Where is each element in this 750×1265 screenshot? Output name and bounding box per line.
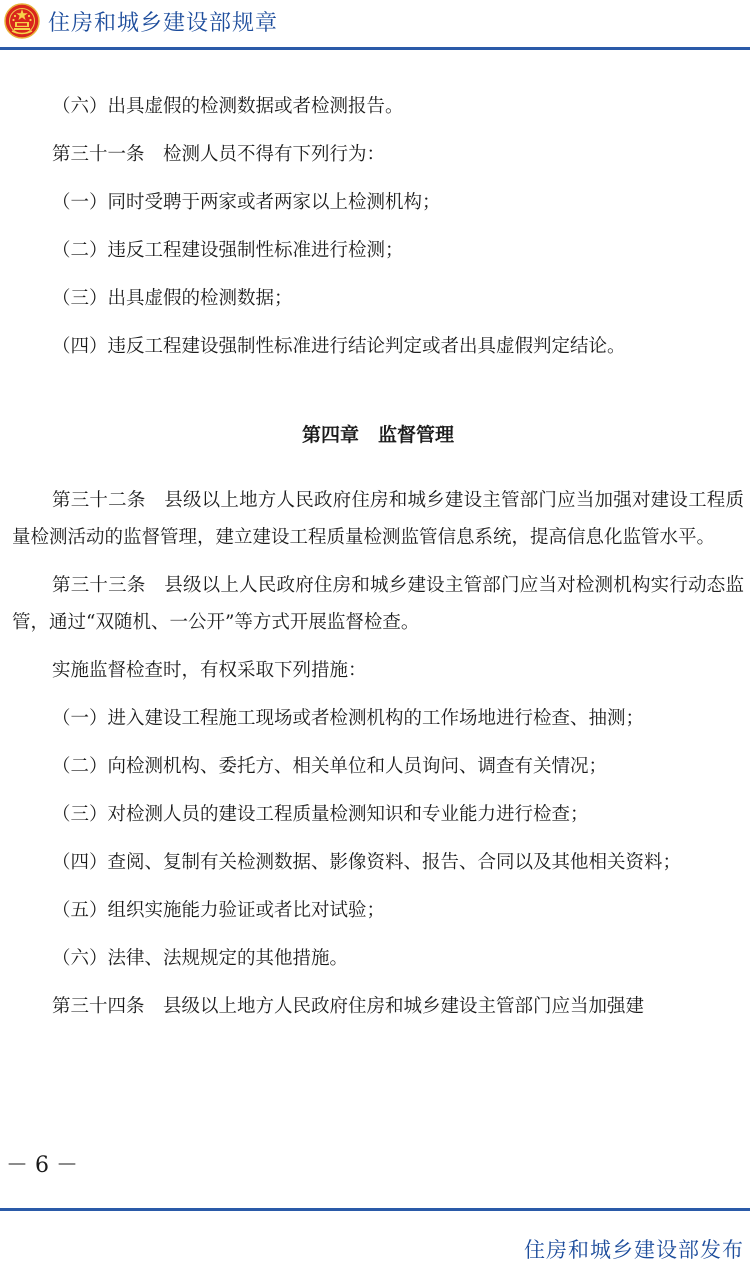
paragraph: （六）法律、法规规定的其他措施。 <box>52 948 349 969</box>
paragraph: （六）出具虚假的检测数据或者检测报告。 <box>52 96 404 117</box>
paragraph: 第三十二条 县级以上地方人民政府住房和城乡建设主管部门应当加强对建设工程质量检测活动的监督管理，建立建设工程质量检测监管信息系统，提高信息化监管水平。 <box>12 490 744 548</box>
header-divider <box>0 47 750 50</box>
paragraph: （四）违反工程建设强制性标准进行结论判定或者出具虚假判定结论。 <box>52 336 626 357</box>
paragraph: （一）进入建设工程施工现场或者检测机构的工作场地进行检查、抽测； <box>52 708 645 729</box>
paragraph: 第三十一条 检测人员不得有下列行为： <box>52 144 386 165</box>
header-title: 住房和城乡建设部规章 <box>48 11 279 36</box>
paragraph: （四）查阅、复制有关检测数据、影像资料、报告、合同以及其他相关资料； <box>52 852 682 873</box>
paragraph: （三）出具虚假的检测数据； <box>52 288 293 309</box>
paragraph: （二）向检测机构、委托方、相关单位和人员询问、调查有关情况； <box>52 756 608 777</box>
footer-divider <box>0 1208 750 1211</box>
page-number: － 6 － <box>6 1153 78 1178</box>
paragraph: （二）违反工程建设强制性标准进行检测； <box>52 240 404 261</box>
paragraph: 实施监督检查时，有权采取下列措施： <box>52 660 367 681</box>
paragraph: 第三十三条 县级以上人民政府住房和城乡建设主管部门应当对检测机构实行动态监管，通过“双随机、一公开”等方式开展监督检查。 <box>12 575 744 633</box>
paragraph: （一）同时受聘于两家或者两家以上检测机构； <box>52 192 441 213</box>
paragraph: （三）对检测人员的建设工程质量检测知识和专业能力进行检查； <box>52 804 589 825</box>
chapter-heading: 第四章 监督管理 <box>301 424 454 446</box>
paragraph: 第三十四条 县级以上地方人民政府住房和城乡建设主管部门应当加强建 <box>52 996 645 1017</box>
document-body <box>12 88 744 1025</box>
page-header <box>0 0 750 50</box>
paragraph: （五）组织实施能力验证或者比对试验； <box>52 900 386 921</box>
national-emblem-icon <box>4 3 40 39</box>
footer-publisher: 住房和城乡建设部发布 <box>524 1238 744 1262</box>
